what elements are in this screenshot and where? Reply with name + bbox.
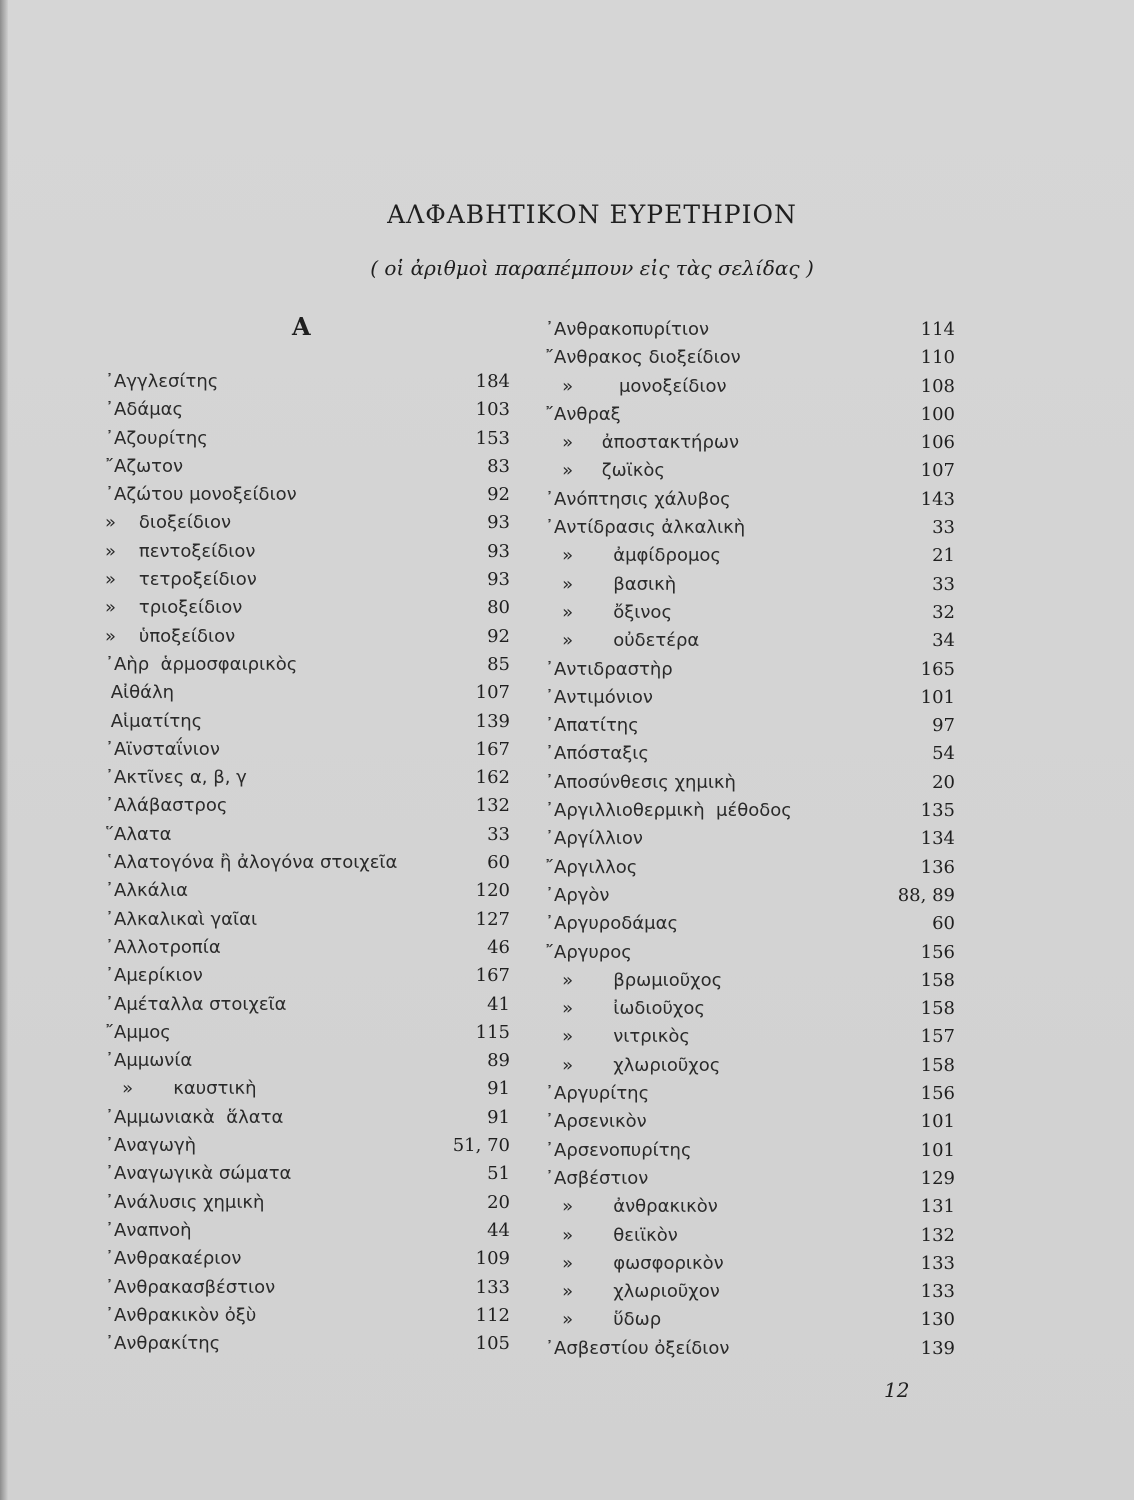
index-page-number: 101 bbox=[920, 686, 955, 708]
index-entry bbox=[105, 396, 510, 424]
index-term: ᾿Αλάβαστρος bbox=[105, 795, 228, 817]
index-entry bbox=[545, 514, 955, 542]
index-term: ᾿Ανθρακασβέστιον bbox=[105, 1276, 276, 1298]
index-term: ᾿Ανόπτησις χάλυβος bbox=[545, 488, 731, 510]
index-entry bbox=[545, 1165, 955, 1193]
index-page-number: 20 bbox=[487, 1191, 510, 1213]
index-term: ᾿Αζουρίτης bbox=[105, 427, 208, 449]
index-page-number: 100 bbox=[920, 403, 955, 425]
index-term: Αἱματίτης bbox=[105, 710, 203, 732]
index-page-number: 133 bbox=[920, 1281, 955, 1303]
index-page-number: 132 bbox=[920, 1224, 955, 1246]
index-page-number: 46 bbox=[487, 936, 510, 958]
index-term: ῎Αζωτον bbox=[105, 455, 184, 477]
index-page-number: 108 bbox=[920, 375, 955, 397]
index-term: » καυστικὴ bbox=[105, 1078, 257, 1100]
index-term: ᾿Αλκάλια bbox=[105, 880, 189, 902]
index-entry bbox=[545, 401, 955, 429]
index-term: ᾿Αποσύνθεσις χημικὴ bbox=[545, 771, 736, 793]
index-term: ᾿Ασβεστίου ὀξείδιον bbox=[545, 1337, 730, 1359]
index-entry bbox=[545, 995, 955, 1023]
index-entry bbox=[105, 623, 510, 651]
index-entry bbox=[105, 509, 510, 537]
index-page-number: 135 bbox=[920, 800, 955, 822]
index-entry bbox=[545, 769, 955, 797]
index-page-number: 158 bbox=[920, 1054, 955, 1076]
index-entry bbox=[105, 877, 510, 905]
index-term: ᾿Αϊνσταΐνιον bbox=[105, 738, 220, 760]
index-term: » τριοξείδιον bbox=[105, 597, 243, 619]
index-term: » τετροξείδιον bbox=[105, 569, 257, 591]
index-page-number: 44 bbox=[487, 1219, 510, 1241]
index-entry bbox=[545, 1222, 955, 1250]
index-page-number: 162 bbox=[475, 767, 510, 789]
index-term: » βρωμιοῦχος bbox=[545, 969, 723, 991]
index-page-number: 120 bbox=[475, 880, 510, 902]
index-term: ᾿Αμερίκιον bbox=[105, 965, 203, 987]
index-page-number: 153 bbox=[475, 427, 510, 449]
index-entry bbox=[105, 906, 510, 934]
index-page-number: 54 bbox=[932, 743, 955, 765]
index-term: » ἀνθρακικὸν bbox=[545, 1196, 718, 1218]
index-term: ᾿Αργυροδάμας bbox=[545, 913, 679, 935]
index-page-number: 41 bbox=[487, 993, 510, 1015]
index-entry bbox=[545, 825, 955, 853]
index-entry bbox=[105, 538, 510, 566]
index-term: ῞Αλατα bbox=[105, 823, 172, 845]
index-page-number: 156 bbox=[920, 1083, 955, 1105]
index-entry bbox=[545, 712, 955, 740]
index-term: ῎Αργυρος bbox=[545, 941, 632, 963]
index-entry bbox=[105, 1075, 510, 1103]
index-page-number: 92 bbox=[487, 625, 510, 647]
index-term: ᾿Απατίτης bbox=[545, 715, 639, 737]
index-entry bbox=[105, 425, 510, 453]
index-page-number: 127 bbox=[475, 908, 510, 930]
index-page-number: 109 bbox=[475, 1248, 510, 1270]
index-page-number: 107 bbox=[475, 682, 510, 704]
index-entry bbox=[105, 849, 510, 877]
index-page-number: 89 bbox=[487, 1050, 510, 1072]
index-entry bbox=[545, 1080, 955, 1108]
index-entry bbox=[105, 991, 510, 1019]
index-page-number: 115 bbox=[475, 1021, 510, 1043]
index-page-number: 60 bbox=[932, 913, 955, 935]
page-subtitle: ( οἱ ἀριθμοὶ παραπέμπουν εἰς τὰς σελίδας ) bbox=[370, 256, 814, 280]
index-page-number: 101 bbox=[920, 1139, 955, 1161]
index-page-number: 133 bbox=[920, 1252, 955, 1274]
index-page-number: 80 bbox=[487, 597, 510, 619]
index-entry bbox=[545, 316, 955, 344]
index-term: ᾿Απόσταξις bbox=[545, 743, 649, 765]
index-page-number: 91 bbox=[487, 1106, 510, 1128]
index-term: ῎Αμμος bbox=[105, 1021, 171, 1043]
index-term: » χλωριοῦχος bbox=[545, 1054, 721, 1076]
index-term: » ὄξινος bbox=[545, 601, 673, 623]
index-page-number: 60 bbox=[487, 852, 510, 874]
index-page-number: 158 bbox=[920, 998, 955, 1020]
index-entry bbox=[545, 344, 955, 372]
index-term: » πεντοξείδιον bbox=[105, 540, 256, 562]
index-entry bbox=[105, 1189, 510, 1217]
index-page-number: 139 bbox=[920, 1337, 955, 1359]
index-page-number: 51 bbox=[487, 1163, 510, 1185]
index-entry bbox=[545, 684, 955, 712]
index-entry bbox=[105, 368, 510, 396]
index-term: » ἀμφίδρομος bbox=[545, 545, 721, 567]
index-term: ᾿Ανθρακαέριον bbox=[105, 1248, 242, 1270]
index-entry bbox=[545, 1193, 955, 1221]
index-term: ᾿Αλλοτροπία bbox=[105, 936, 221, 958]
index-page-number: 97 bbox=[932, 715, 955, 737]
index-entry bbox=[105, 1217, 510, 1245]
index-entry bbox=[105, 1132, 510, 1160]
index-entry bbox=[545, 571, 955, 599]
index-entry bbox=[105, 821, 510, 849]
index-page-number: 139 bbox=[475, 710, 510, 732]
index-page-number: 158 bbox=[920, 969, 955, 991]
index-entry bbox=[105, 1245, 510, 1273]
index-entry bbox=[105, 1302, 510, 1330]
index-page-number: 92 bbox=[487, 484, 510, 506]
index-page-number: 21 bbox=[932, 545, 955, 567]
index-term: ᾿Αργὸν bbox=[545, 884, 610, 906]
index-entry bbox=[105, 934, 510, 962]
index-entry bbox=[105, 1160, 510, 1188]
index-page-number: 107 bbox=[920, 460, 955, 482]
index-term: ᾿Ακτῖνες α, β, γ bbox=[105, 767, 247, 789]
index-page-number: 134 bbox=[920, 828, 955, 850]
index-term: ᾿Αργυρίτης bbox=[545, 1083, 650, 1105]
index-term: » ὑποξείδιον bbox=[105, 625, 236, 647]
index-page-number: 103 bbox=[475, 399, 510, 421]
index-page-number: 132 bbox=[475, 795, 510, 817]
index-term: ᾿Αμμωνία bbox=[105, 1050, 193, 1072]
index-term: ᾿Αδάμας bbox=[105, 399, 184, 421]
index-page-number: 167 bbox=[475, 965, 510, 987]
index-page-number: 93 bbox=[487, 569, 510, 591]
index-column-right bbox=[545, 316, 955, 1363]
index-entry bbox=[545, 910, 955, 938]
page-number: 12 bbox=[884, 1378, 910, 1402]
index-term: » θειϊκὸν bbox=[545, 1224, 678, 1246]
index-term: ᾿Αμμωνιακὰ ἅλατα bbox=[105, 1106, 284, 1128]
index-term: ᾿Ασβέστιον bbox=[545, 1167, 649, 1189]
index-page-number: 85 bbox=[487, 653, 510, 675]
index-term: ᾿Ανάλυσις χημικὴ bbox=[105, 1191, 265, 1213]
index-entry bbox=[105, 651, 510, 679]
index-term: ᾿Αναγωγὴ bbox=[105, 1135, 197, 1157]
index-term: ᾿Αζώτου μονοξείδιον bbox=[105, 484, 297, 506]
index-entry bbox=[105, 566, 510, 594]
index-term: » ἰωδιοῦχος bbox=[545, 998, 705, 1020]
index-entry bbox=[105, 708, 510, 736]
index-term: ᾿Αρσενοπυρίτης bbox=[545, 1139, 692, 1161]
index-entry bbox=[105, 679, 510, 707]
index-page-number: 33 bbox=[487, 823, 510, 845]
index-term: ᾿Αρσενικὸν bbox=[545, 1111, 647, 1133]
index-entry bbox=[105, 1330, 510, 1358]
index-page-number: 106 bbox=[920, 432, 955, 454]
index-page-number: 33 bbox=[932, 573, 955, 595]
index-page-number: 110 bbox=[920, 347, 955, 369]
index-entry bbox=[105, 1019, 510, 1047]
index-entry bbox=[545, 1023, 955, 1051]
index-page-number: 157 bbox=[920, 1026, 955, 1048]
index-term: ᾿Αργιλλιοθερμικὴ μέθοδος bbox=[545, 800, 792, 822]
index-page-number: 20 bbox=[932, 771, 955, 793]
index-page-number: 136 bbox=[920, 856, 955, 878]
index-entry bbox=[545, 882, 955, 910]
index-term: » ζωϊκὸς bbox=[545, 460, 665, 482]
index-term: ᾿Αναπνοὴ bbox=[105, 1219, 192, 1241]
index-entry bbox=[105, 1274, 510, 1302]
index-entry bbox=[545, 486, 955, 514]
index-term: ᾿Αργίλλιον bbox=[545, 828, 643, 850]
index-term: ᾿Ανθρακοπυρίτιον bbox=[545, 319, 710, 340]
index-term: ᾿Αγγλεσίτης bbox=[105, 371, 219, 392]
index-page-number: 167 bbox=[475, 738, 510, 760]
index-term: » διοξείδιον bbox=[105, 512, 232, 534]
index-term: ᾿Ανθρακίτης bbox=[105, 1333, 221, 1355]
index-page-number: 93 bbox=[487, 540, 510, 562]
index-term: ῾Αλατογόνα ἢ ἀλογόνα στοιχεῖα bbox=[105, 852, 398, 874]
index-term: ῎Αργιλλος bbox=[545, 856, 638, 878]
page-title: ΑΛΦΑΒΗΤΙΚΟΝ ΕΥΡΕΤΗΡΙΟΝ bbox=[387, 200, 797, 229]
index-entry bbox=[545, 599, 955, 627]
index-entry bbox=[105, 594, 510, 622]
index-term: » οὐδετέρα bbox=[545, 630, 700, 652]
index-entry bbox=[105, 736, 510, 764]
index-page-number: 91 bbox=[487, 1078, 510, 1100]
index-page-number: 32 bbox=[932, 601, 955, 623]
index-entry bbox=[545, 429, 955, 457]
index-page-number: 131 bbox=[920, 1196, 955, 1218]
index-page-number: 93 bbox=[487, 512, 510, 534]
index-entry bbox=[545, 939, 955, 967]
index-page-number: 83 bbox=[487, 455, 510, 477]
index-entry bbox=[105, 764, 510, 792]
index-entry bbox=[105, 962, 510, 990]
index-entry bbox=[105, 1047, 510, 1075]
index-term: » φωσφορικὸν bbox=[545, 1252, 724, 1274]
index-term: Αἰθάλη bbox=[105, 682, 175, 704]
index-term: » ἀποστακτήρων bbox=[545, 432, 740, 454]
index-term: » μονοξείδιον bbox=[545, 375, 727, 397]
index-entry bbox=[545, 1250, 955, 1278]
index-term: ῎Ανθρακος διοξείδιον bbox=[545, 347, 741, 369]
index-term: » χλωριοῦχον bbox=[545, 1281, 720, 1303]
index-term: ᾿Αντιδραστὴρ bbox=[545, 658, 673, 680]
index-term: ᾿Αλκαλικαὶ γαῖαι bbox=[105, 908, 258, 930]
index-page-number: 112 bbox=[475, 1304, 510, 1326]
index-column-left bbox=[105, 368, 510, 1358]
index-page-number: 156 bbox=[920, 941, 955, 963]
index-page-number: 88, 89 bbox=[897, 884, 955, 906]
index-entry bbox=[105, 792, 510, 820]
index-entry bbox=[105, 453, 510, 481]
index-page-number: 129 bbox=[920, 1167, 955, 1189]
index-entry bbox=[545, 1052, 955, 1080]
index-term: ᾿Αντιμόνιον bbox=[545, 686, 653, 708]
index-term: ῎Ανθραξ bbox=[545, 403, 621, 425]
index-entry bbox=[545, 373, 955, 401]
index-term: » βασικὴ bbox=[545, 573, 677, 595]
index-entry bbox=[105, 481, 510, 509]
index-page-number: 133 bbox=[475, 1276, 510, 1298]
index-page-number: 114 bbox=[920, 319, 955, 340]
index-entry bbox=[545, 656, 955, 684]
index-entry bbox=[545, 740, 955, 768]
index-term: » ὕδωρ bbox=[545, 1309, 662, 1331]
index-page-number: 33 bbox=[932, 517, 955, 539]
index-page-number: 51, 70 bbox=[452, 1135, 510, 1157]
index-page-number: 105 bbox=[475, 1333, 510, 1355]
index-page-number: 130 bbox=[920, 1309, 955, 1331]
index-page-number: 101 bbox=[920, 1111, 955, 1133]
index-page-number: 165 bbox=[920, 658, 955, 680]
index-entry bbox=[545, 1306, 955, 1334]
index-entry bbox=[545, 542, 955, 570]
index-entry bbox=[545, 457, 955, 485]
index-entry bbox=[545, 627, 955, 655]
index-term: ᾿Ανθρακικὸν ὀξὺ bbox=[105, 1304, 257, 1326]
index-entry bbox=[545, 1278, 955, 1306]
index-page-number: 143 bbox=[920, 488, 955, 510]
index-term: ᾿Αντίδρασις ἀλκαλικὴ bbox=[545, 517, 746, 539]
index-term: ᾿Αὴρ ἁρμοσφαιρικὸς bbox=[105, 653, 298, 675]
index-term: ᾿Αναγωγικὰ σώματα bbox=[105, 1163, 292, 1185]
index-page-number: 34 bbox=[932, 630, 955, 652]
index-entry bbox=[545, 967, 955, 995]
index-page-number: 184 bbox=[475, 371, 510, 392]
index-entry bbox=[545, 797, 955, 825]
index-entry bbox=[105, 1104, 510, 1132]
index-entry bbox=[545, 1108, 955, 1136]
index-entry bbox=[545, 1335, 955, 1363]
index-entry bbox=[545, 1137, 955, 1165]
index-term: ᾿Αμέταλλα στοιχεῖα bbox=[105, 993, 287, 1015]
index-entry bbox=[545, 854, 955, 882]
section-letter: Α bbox=[292, 312, 311, 341]
index-term: » νιτρικὸς bbox=[545, 1026, 690, 1048]
